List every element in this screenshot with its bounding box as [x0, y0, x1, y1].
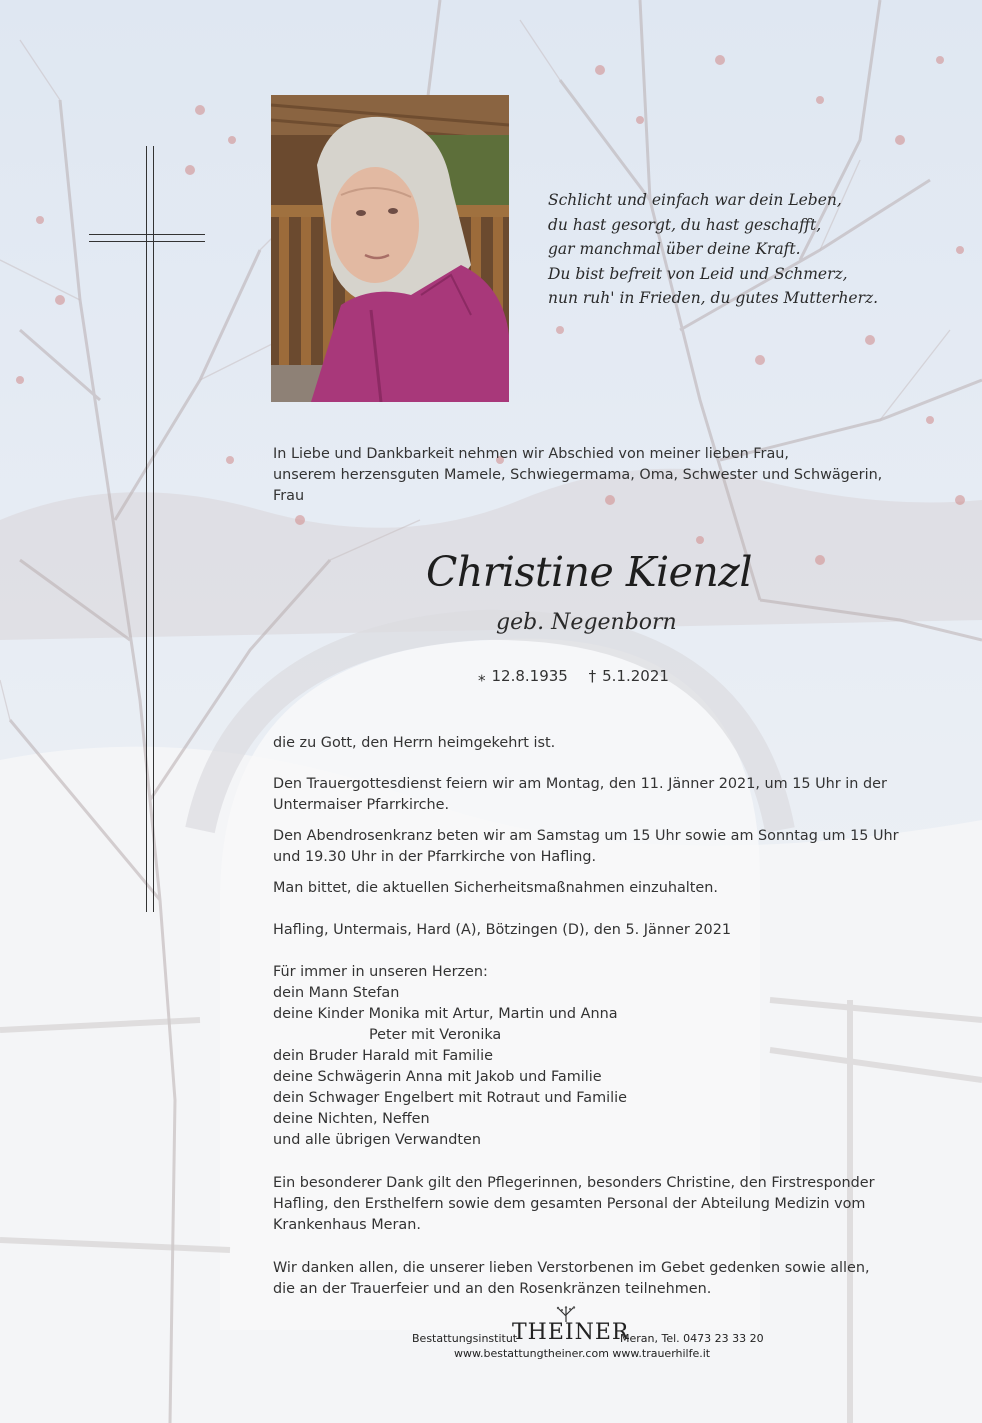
website-links: www.bestattungtheiner.com www.trauerhilfe.it: [454, 1347, 711, 1360]
family-list: [273, 962, 903, 1151]
poem-line: nun ruh' in Frieden, du gutes Mutterherz.: [548, 289, 879, 307]
poem-line: Schlicht und einfach war dein Leben,: [548, 191, 842, 209]
poem-line: du hast gesorgt, du hast geschafft,: [548, 215, 822, 234]
intro-line: unserem herzensguten Mamele, Schwiegermama, Oma, Schwester und Schwägerin,: [273, 467, 883, 483]
birth-star-icon: ⁎: [478, 667, 486, 685]
rosary-paragraph: [273, 826, 903, 868]
institute-label: Bestattungsinstitut: [412, 1332, 518, 1345]
birth-date: 12.8.1935: [491, 667, 568, 685]
poem-line: Du bist befreit von Leid und Schmerz,: [548, 264, 848, 283]
portrait-photo: [271, 95, 509, 402]
poem: [548, 188, 878, 311]
service-paragraph: [273, 774, 903, 816]
service-line: Untermaiser Pfarrkirche.: [273, 797, 450, 813]
rosary-line: und 19.30 Uhr in der Pfarrkirche von Hafling.: [273, 849, 597, 865]
final-line: die an der Trauerfeier und an den Rosenkränzen teilnehmen.: [273, 1281, 712, 1297]
family-line: Peter mit Veronika: [369, 1027, 502, 1043]
thanks-line: Hafling, den Ersthelfern sowie dem gesamten Personal der Abteilung Medizin vom: [273, 1196, 866, 1212]
theiner-logo: THEINER: [512, 1320, 630, 1345]
family-line: dein Schwager Engelbert mit Rotraut und Familie: [273, 1090, 627, 1106]
family-line: und alle übrigen Verwandten: [273, 1132, 482, 1148]
family-line: deine Schwägerin Anna mit Jakob und Familie: [273, 1069, 602, 1085]
thanks-paragraph: [273, 1173, 903, 1236]
final-paragraph: [273, 1258, 903, 1300]
final-line: Wir danken allen, die unserer lieben Verstorbenen im Gebet gedenken sowie allen,: [273, 1260, 870, 1276]
funeral-home-footer: [412, 1306, 772, 1366]
poem-line: gar manchmal über deine Kraft.: [548, 240, 801, 258]
intro-line: Frau: [273, 488, 305, 504]
life-dates: [478, 667, 675, 685]
family-line: Für immer in unseren Herzen:: [273, 964, 488, 980]
intro-line: In Liebe und Dankbarkeit nehmen wir Abschied von meiner lieben Frau,: [273, 446, 789, 462]
family-line: deine Nichten, Neffen: [273, 1111, 430, 1127]
service-line: Den Trauergottesdienst feiern wir am Montag, den 11. Jänner 2021, um 15 Uhr in der: [273, 776, 887, 792]
rosary-line: Den Abendrosenkranz beten wir am Samstag um 15 Uhr sowie am Sonntag um 15 Uhr: [273, 828, 899, 844]
death-date: 5.1.2021: [602, 667, 669, 685]
family-line: dein Bruder Harald mit Familie: [273, 1048, 494, 1064]
thanks-line: Ein besonderer Dank gilt den Pflegerinnen, besonders Christine, den Firstresponder: [273, 1175, 875, 1191]
maiden-name: geb. Negenborn: [496, 610, 677, 635]
death-cross-icon: †: [588, 667, 597, 685]
family-line: deine Kinder Monika mit Artur, Martin und Anna: [273, 1006, 618, 1022]
intro-text: [273, 444, 913, 507]
place-date: Hafling, Untermais, Hard (A), Bötzingen (D), den 5. Jänner 2021: [273, 922, 732, 938]
safety-notice: Man bittet, die aktuellen Sicherheitsmaßnahmen einzuhalten.: [273, 880, 718, 896]
contact-info: Meran, Tel. 0473 23 33 20: [620, 1332, 764, 1345]
deceased-name: Christine Kienzl: [426, 548, 752, 596]
family-line: dein Mann Stefan: [273, 985, 400, 1001]
homecoming-text: die zu Gott, den Herrn heimgekehrt ist.: [273, 735, 556, 751]
thanks-line: Krankenhaus Meran.: [273, 1217, 421, 1233]
